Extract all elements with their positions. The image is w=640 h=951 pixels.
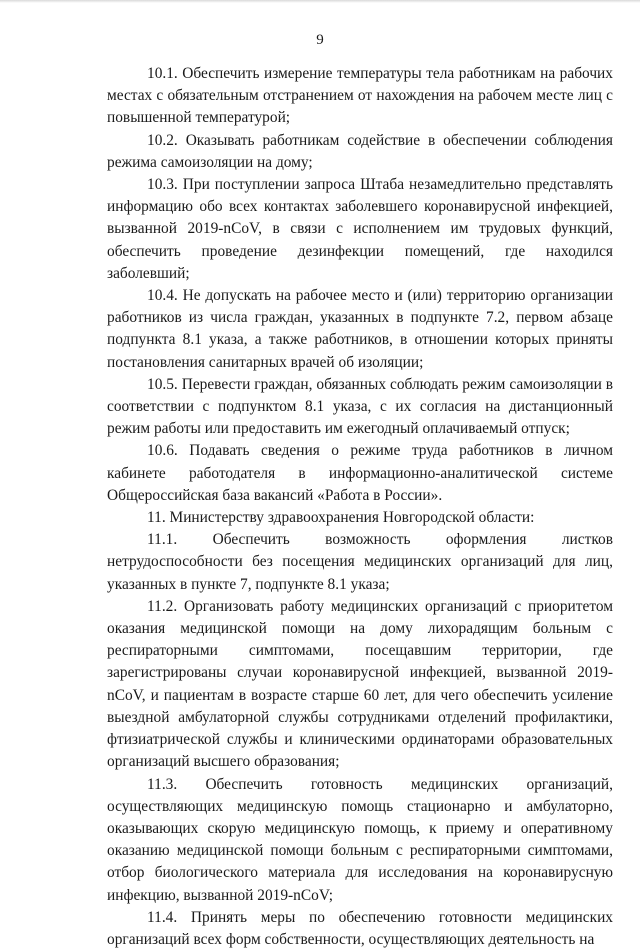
paragraph-11-2: 11.2. Организовать работу медицинских организаций с приоритетом оказания медицинской помощи на дому лихорадящим больным с респираторными симптомами, посещавшим территории, где зарегистрированы случаи коронавирусной инфекцией, вызванной 2019-nCoV, и пациентам в возрасте старше 60 лет, для чего обеспечить усиление выездной амбулаторной службы сотрудниками отделений профилактики, фтизиатрической службы и клиническими ординаторами образовательных организаций высшего образования;	[107, 597, 613, 771]
section-11-heading: 11. Министерству здравоохранения Новгородской области:	[147, 509, 535, 527]
paragraph-11-3: 11.3. Обеспечить готовность медицинских организаций, осуществляющих медицинскую помощь стационарно и амбулаторно, оказывающих скорую медицинскую помощь, к приему и оперативному оказанию медицинской помощи больным с респираторными симптомами, отбор биологического материала для исследования на коронавирусную инфекцию, вызванной 2019-nCoV;	[107, 775, 613, 904]
paragraph-11-4: 11.4. Принять меры по обеспечению готовности медицинских организаций всех форм собственности, осуществляющих деятельность на	[107, 908, 613, 948]
paragraph-11-1: 11.1. Обеспечить возможность оформления листков нетрудоспособности без посещения медицинских организаций для лиц, указанных в пункте 7, подпункте 8.1 указа;	[107, 531, 613, 593]
page-number: 9	[316, 32, 324, 48]
paragraph-10-1: 10.1. Обеспечить измерение температуры тела работникам на рабочих местах с обязательным отстранением от нахождения на рабочем месте лиц с повышенной температурой;	[107, 65, 613, 127]
paragraph-10-3: 10.3. При поступлении запроса Штаба незамедлительно представлять информацию обо всех контактах заболевшего коронавирусной инфекцией, вызванной 2019-nCoV, в связи с исполнением им трудовых функций, обеспечить проведение дезинфекции помещений, где находился заболевший;	[107, 176, 613, 282]
paragraph-10-4: 10.4. Не допускать на рабочее место и (или) территорию организации работников из числа граждан, указанных в подпункте 7.2, первом абзаце подпункта 8.1 указа, а также работников, в отношении которых приняты постановления санитарных врачей об изоляции;	[107, 287, 613, 371]
paragraph-10-5: 10.5. Перевести граждан, обязанных соблюдать режим самоизоляции в соответствии с подпунктом 8.1 указа, с их согласия на дистанционный режим работы или предоставить им ежегодный оплачиваемый отпуск;	[107, 375, 613, 438]
paragraph-10-2: 10.2. Оказывать работникам содействие в обеспечении соблюдения режима самоизоляции на дому;	[107, 131, 613, 171]
paragraph-10-6: 10.6. Подавать сведения о режиме труда работников в личном кабинете работодателя в информационно-аналитической системе Общероссийская база вакансий «Работа в России».	[107, 442, 613, 504]
scan-top-edge	[0, 0, 640, 3]
document-body	[107, 63, 613, 951]
